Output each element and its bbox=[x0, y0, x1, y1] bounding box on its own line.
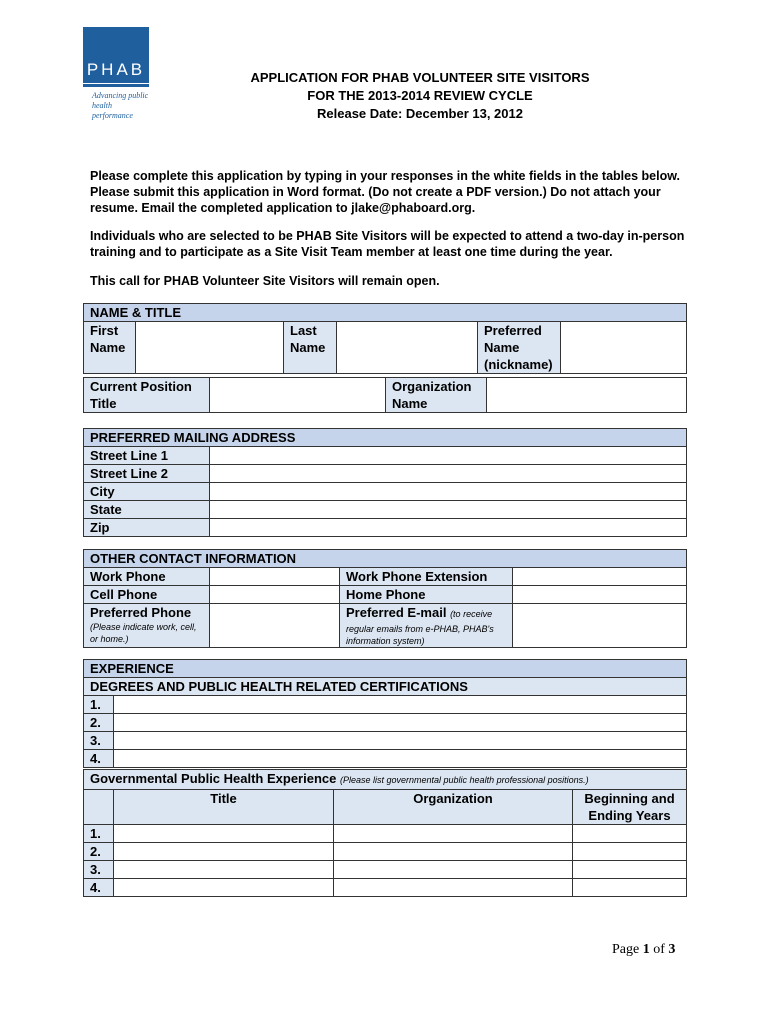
page-total: 3 bbox=[668, 942, 676, 957]
gov-header-blank bbox=[84, 790, 114, 825]
position-table bbox=[83, 377, 687, 413]
logo-divider bbox=[83, 83, 149, 84]
street-line-1-field[interactable] bbox=[210, 447, 687, 465]
page-current: 1 bbox=[642, 942, 650, 957]
header-cycle: FOR THE 2013-2014 REVIEW CYCLE bbox=[307, 88, 533, 103]
current-position-label: Current Position Title bbox=[84, 378, 210, 413]
gov-experience-title: Governmental Public Health Experience bbox=[90, 771, 337, 786]
intro-paragraph-2: Individuals who are selected to be PHAB Site Visitors will be expected to attend a two-day in-person training and to participate as a Site Visit Team member at least one time during the year. bbox=[90, 229, 685, 259]
work-extension-label: Work Phone Extension bbox=[340, 568, 513, 586]
organization-name-label: Organization Name bbox=[386, 378, 487, 413]
degree-number: 4. bbox=[84, 750, 114, 768]
gov-experience-heading bbox=[84, 770, 687, 790]
preferred-phone-note: (Please indicate work, cell, or home.) bbox=[90, 622, 197, 644]
gov-row-number: 3. bbox=[84, 861, 114, 879]
contact-table bbox=[83, 549, 687, 648]
logo-text: PHAB bbox=[86, 60, 146, 79]
degree-number: 1. bbox=[84, 696, 114, 714]
degree-field[interactable] bbox=[114, 696, 687, 714]
preferred-name-label: Preferred Name (nickname) bbox=[478, 322, 561, 374]
degree-number: 2. bbox=[84, 714, 114, 732]
degree-field[interactable] bbox=[114, 732, 687, 750]
header-title: APPLICATION FOR PHAB VOLUNTEER SITE VISITORS bbox=[250, 70, 590, 85]
section-contact: OTHER CONTACT INFORMATION bbox=[84, 550, 687, 568]
degree-number: 3. bbox=[84, 732, 114, 750]
page-number bbox=[612, 942, 675, 958]
page-prefix: Page bbox=[612, 942, 640, 957]
home-phone-label: Home Phone bbox=[340, 586, 513, 604]
gov-years-field[interactable] bbox=[573, 879, 687, 897]
gov-row-number: 2. bbox=[84, 843, 114, 861]
section-mailing-address: PREFERRED MAILING ADDRESS bbox=[84, 429, 687, 447]
document-header bbox=[170, 69, 670, 123]
gov-title-field[interactable] bbox=[114, 825, 334, 843]
preferred-phone-label: Preferred Phone bbox=[90, 605, 192, 620]
header-release-date: Release Date: December 13, 2012 bbox=[317, 106, 523, 121]
work-extension-field[interactable] bbox=[513, 568, 687, 586]
gov-experience-table bbox=[83, 769, 687, 897]
gov-col-years: Beginning and Ending Years bbox=[573, 790, 687, 825]
preferred-email-note-inline: (to receive bbox=[450, 609, 493, 619]
home-phone-field[interactable] bbox=[513, 586, 687, 604]
degree-field[interactable] bbox=[114, 714, 687, 732]
degrees-subsection: DEGREES AND PUBLIC HEALTH RELATED CERTIFICATIONS bbox=[84, 678, 687, 696]
city-label: City bbox=[84, 483, 210, 501]
name-title-table bbox=[83, 303, 687, 374]
preferred-name-field[interactable] bbox=[561, 322, 687, 374]
gov-organization-field[interactable] bbox=[334, 879, 573, 897]
preferred-phone-field[interactable] bbox=[210, 604, 340, 648]
phab-logo bbox=[83, 27, 149, 87]
first-name-label: First Name bbox=[84, 322, 136, 374]
first-name-field[interactable] bbox=[136, 322, 284, 374]
cell-phone-field[interactable] bbox=[210, 586, 340, 604]
gov-title-field[interactable] bbox=[114, 843, 334, 861]
gov-organization-field[interactable] bbox=[334, 843, 573, 861]
street-line-1-label: Street Line 1 bbox=[84, 447, 210, 465]
section-experience: EXPERIENCE bbox=[84, 660, 687, 678]
gov-organization-field[interactable] bbox=[334, 861, 573, 879]
gov-years-field[interactable] bbox=[573, 825, 687, 843]
gov-years-field[interactable] bbox=[573, 843, 687, 861]
current-position-field[interactable] bbox=[210, 378, 386, 413]
gov-row-number: 4. bbox=[84, 879, 114, 897]
last-name-field[interactable] bbox=[337, 322, 478, 374]
cell-phone-label: Cell Phone bbox=[84, 586, 210, 604]
zip-field[interactable] bbox=[210, 519, 687, 537]
preferred-email-note: regular emails from e-PHAB, PHAB's information system) bbox=[346, 624, 494, 646]
last-name-label: Last Name bbox=[284, 322, 337, 374]
state-field[interactable] bbox=[210, 501, 687, 519]
preferred-email-field[interactable] bbox=[513, 604, 687, 648]
section-name-title: NAME & TITLE bbox=[84, 304, 687, 322]
mailing-address-table bbox=[83, 428, 687, 537]
degree-field[interactable] bbox=[114, 750, 687, 768]
page-of: of bbox=[653, 942, 665, 957]
gov-title-field[interactable] bbox=[114, 879, 334, 897]
intro-paragraph-1: Please complete this application by typing in your responses in the white fields in the tables below. Please submit this application in Word format. (Do not create a PDF version.) Do not attach your resume. Email the completed application to jlake@phaboard.org. bbox=[90, 169, 680, 215]
preferred-email-label: Preferred E-mail bbox=[346, 605, 447, 620]
work-phone-field[interactable] bbox=[210, 568, 340, 586]
work-phone-label: Work Phone bbox=[84, 568, 210, 586]
gov-col-title: Title bbox=[114, 790, 334, 825]
gov-title-field[interactable] bbox=[114, 861, 334, 879]
street-line-2-label: Street Line 2 bbox=[84, 465, 210, 483]
preferred-email-cell bbox=[340, 604, 513, 648]
gov-experience-note: (Please list governmental public health professional positions.) bbox=[339, 775, 589, 785]
street-line-2-field[interactable] bbox=[210, 465, 687, 483]
gov-organization-field[interactable] bbox=[334, 825, 573, 843]
preferred-phone-cell bbox=[84, 604, 210, 648]
zip-label: Zip bbox=[84, 519, 210, 537]
gov-row-number: 1. bbox=[84, 825, 114, 843]
organization-name-field[interactable] bbox=[487, 378, 687, 413]
gov-years-field[interactable] bbox=[573, 861, 687, 879]
intro-paragraph-3: This call for PHAB Volunteer Site Visitors will remain open. bbox=[90, 274, 440, 288]
degrees-table bbox=[83, 659, 687, 768]
gov-col-organization: Organization bbox=[334, 790, 573, 825]
city-field[interactable] bbox=[210, 483, 687, 501]
state-label: State bbox=[84, 501, 210, 519]
logo-tagline: Advancing public health performance bbox=[92, 91, 149, 120]
